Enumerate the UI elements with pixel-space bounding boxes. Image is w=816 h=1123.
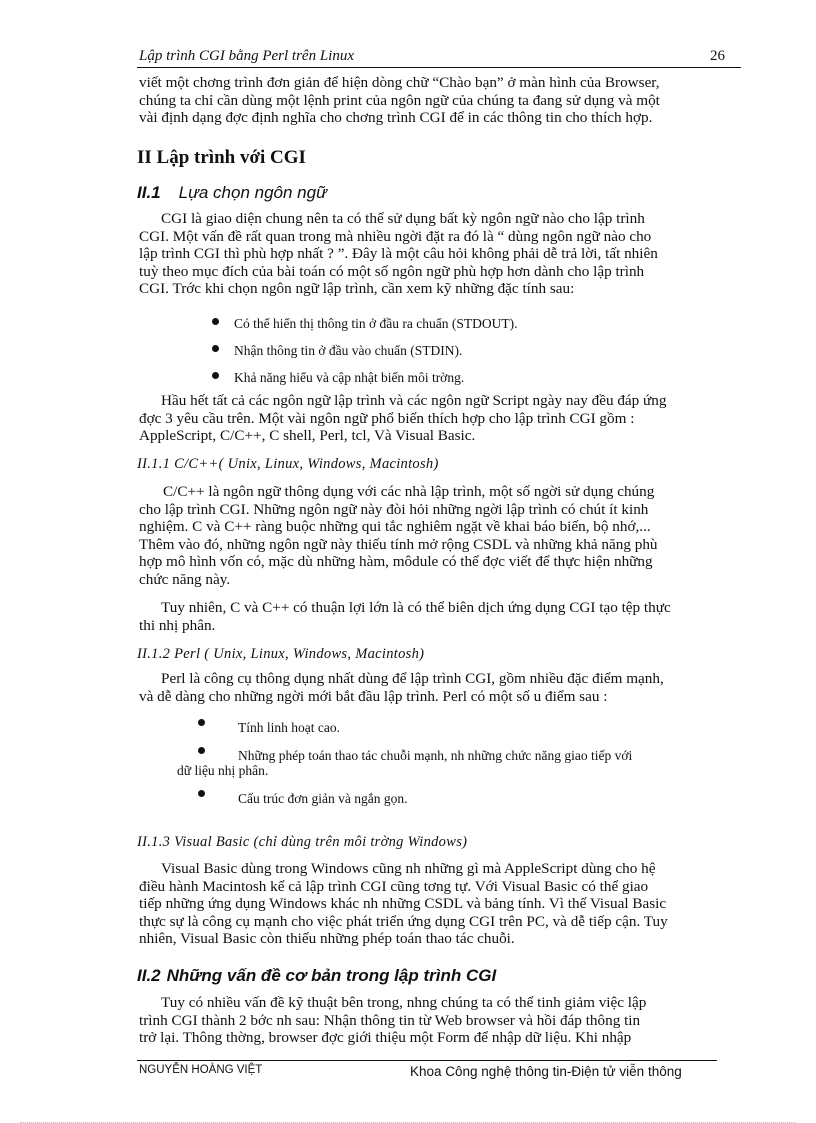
subsection-heading-ii13: II.1.3 Visual Basic (chỉ dùng trên môi trờng Windows) [137, 834, 468, 850]
para-line: cho lập trình CGI. Những ngôn ngữ này đòi hỏi những ngời lập trình có chút ít kinh [139, 500, 649, 518]
subsection-heading-ii11: II.1.1 C/C++( Unix, Linux, Windows, Macintosh) [137, 456, 439, 472]
footer-rule [137, 1060, 717, 1061]
intro-line: vài định dạng đợc định nghĩa cho chơng trình CGI để in các thông tin cho thích hợp. [139, 109, 653, 127]
ii1-paragraph-2 [139, 392, 739, 445]
para-line: CGI là giao diện chung nên ta có thể sử dụng bất kỳ ngôn ngữ nào cho lập trình [161, 210, 645, 227]
para-line: Tuy có nhiều vấn đề kỹ thuật bên trong, nhng chúng ta có thể tinh giảm việc lập [161, 994, 647, 1011]
para-line: nghiệm. C và C++ ràng buộc những qui tắc nghiêm ngặt về khai báo biến, bộ nhớ,... [139, 518, 651, 536]
para-line: điều hành Macintosh kể cả lập trình CGI cũng tơng tự. Với Visual Basic có thể giao [139, 877, 649, 895]
para-line: Hầu hết tất cả các ngôn ngữ lập trình và các ngôn ngữ Script ngày nay đều đáp ứng [161, 392, 667, 409]
para-line: thi nhị phân. [139, 616, 216, 634]
section-title: Những vấn đề cơ bản trong lập trình CGI [166, 966, 497, 985]
para-line: lập trình CGI thì phù hợp nhất ? ”. Đây là một câu hỏi không phải dễ trả lời, tất nhiên [139, 245, 658, 263]
footer-faculty: Khoa Công nghệ thông tin-Điện tử viễn thông [410, 1064, 682, 1079]
bullet-icon [212, 318, 219, 325]
perl-bullet: Tính linh hoạt cao. [238, 720, 340, 735]
bullet-icon [212, 372, 219, 379]
perl-bullet: Cấu trúc đơn giản và ngắn gọn. [238, 791, 408, 806]
section-title: Lựa chọn ngôn ngữ [178, 183, 327, 202]
ii2-paragraph [139, 994, 739, 1047]
bullet-icon [198, 747, 205, 754]
para-line: Thêm vào đó, những ngôn ngữ này thiếu tính mở rộng CSDL và những khả năng phù [139, 535, 658, 553]
para-line: C/C++ là ngôn ngữ thông dụng với các nhà lập trình, một số ngời sử dụng chúng [163, 483, 655, 500]
footer-author: NGUYỄN HOÀNG VIỆT [139, 1064, 263, 1076]
ii11-paragraph [139, 483, 739, 589]
para-line: Tuy nhiên, C và C++ có thuận lợi lớn là có thể biên dịch ứng dụng CGI tạo tệp thực [161, 599, 671, 616]
para-line: chức năng này. [139, 570, 231, 588]
ii1-paragraph [139, 210, 739, 298]
para-line: AppleScript, C/C++, C shell, Perl, tcl, Và Visual Basic. [139, 427, 476, 445]
header-rule [137, 67, 741, 68]
criteria-bullet: Khả năng hiểu và cập nhật biến môi trờng. [234, 370, 465, 385]
bullet-icon [198, 790, 205, 797]
ii11-paragraph-2 [139, 599, 739, 634]
section-heading-ii1 [137, 183, 327, 203]
para-line: tuỳ theo mục đích của bài toán có một số ngôn ngữ phù hợp hơn dành cho lập trình [139, 262, 645, 280]
bullet-icon [198, 719, 205, 726]
criteria-bullet: Có thể hiển thị thông tin ở đầu ra chuẩn (STDOUT). [234, 316, 518, 331]
header-title: Lập trình CGI bằng Perl trên Linux [139, 48, 355, 64]
section-number: II.2 [137, 966, 161, 985]
running-header [139, 48, 739, 66]
section-heading-ii2 [137, 966, 496, 986]
criteria-bullet: Nhận thông tin ở đầu vào chuẩn (STDIN). [234, 343, 463, 358]
section-number: II.1 [137, 183, 161, 202]
perl-bullet-continuation: dữ liệu nhị phân. [177, 763, 269, 778]
para-line: nhiên, Visual Basic còn thiếu những phép toán thao tác chuỗi. [139, 930, 515, 948]
para-line: Visual Basic dùng trong Windows cũng nh những gì mà AppleScript dùng cho hệ [161, 860, 656, 877]
para-line: Perl là công cụ thông dụng nhất dùng để lập trình CGI, gồm nhiều đặc điểm mạnh, [161, 670, 664, 687]
para-line: trình CGI thành 2 bớc nh sau: Nhận thông tin từ Web browser và hồi đáp thông tin [139, 1011, 641, 1029]
para-line: thực sự là công cụ mạnh cho việc phát triển ứng dụng CGI trên PC, và dễ tiếp cận. Tuy [139, 912, 668, 930]
para-line: CGI. Trớc khi chọn ngôn ngữ lập trình, cần xem kỹ những đặc tính sau: [139, 280, 575, 298]
para-line: và dễ dàng cho những ngời mới bắt đầu lập trình. Perl có một số u điểm sau : [139, 687, 608, 705]
section-heading-ii: II Lập trình với CGI [137, 147, 306, 168]
para-line: tiếp những ứng dụng Windows khác nh những CSDL và bảng tính. Vì thế Visual Basic [139, 895, 667, 913]
intro-line: viết một chơng trình đơn giản để hiện dòng chữ “Chào bạn” ở màn hình của Browser, [139, 74, 660, 91]
intro-paragraph [139, 74, 739, 127]
para-line: đợc 3 yêu cầu trên. Một vài ngôn ngữ phổ biến thích hợp cho lập trình CGI gồm : [139, 409, 635, 427]
para-line: CGI. Một vấn đề rất quan trong mà nhiều ngời đặt ra đó là “ dùng ngôn ngữ nào cho [139, 227, 652, 245]
para-line: trở lại. Thông thờng, browser đợc giới thiệu một Form để nhập dữ liệu. Khi nhập [139, 1029, 632, 1047]
intro-line: chúng ta chỉ cần dùng một lệnh print của ngôn ngữ của chúng ta đang sử dụng và một [139, 91, 660, 109]
page-number: 26 [710, 48, 725, 64]
ii13-paragraph [139, 860, 739, 948]
bullet-icon [212, 345, 219, 352]
para-line: hợp mô hình vốn có, mặc dù những hàm, môdule có thể đợc viết để thực hiện những [139, 553, 653, 571]
perl-bullet: Những phép toán thao tác chuỗi mạnh, nh những chức năng giao tiếp với [238, 748, 633, 763]
ii12-paragraph [139, 670, 739, 705]
subsection-heading-ii12: II.1.2 Perl ( Unix, Linux, Windows, Macintosh) [137, 646, 425, 662]
